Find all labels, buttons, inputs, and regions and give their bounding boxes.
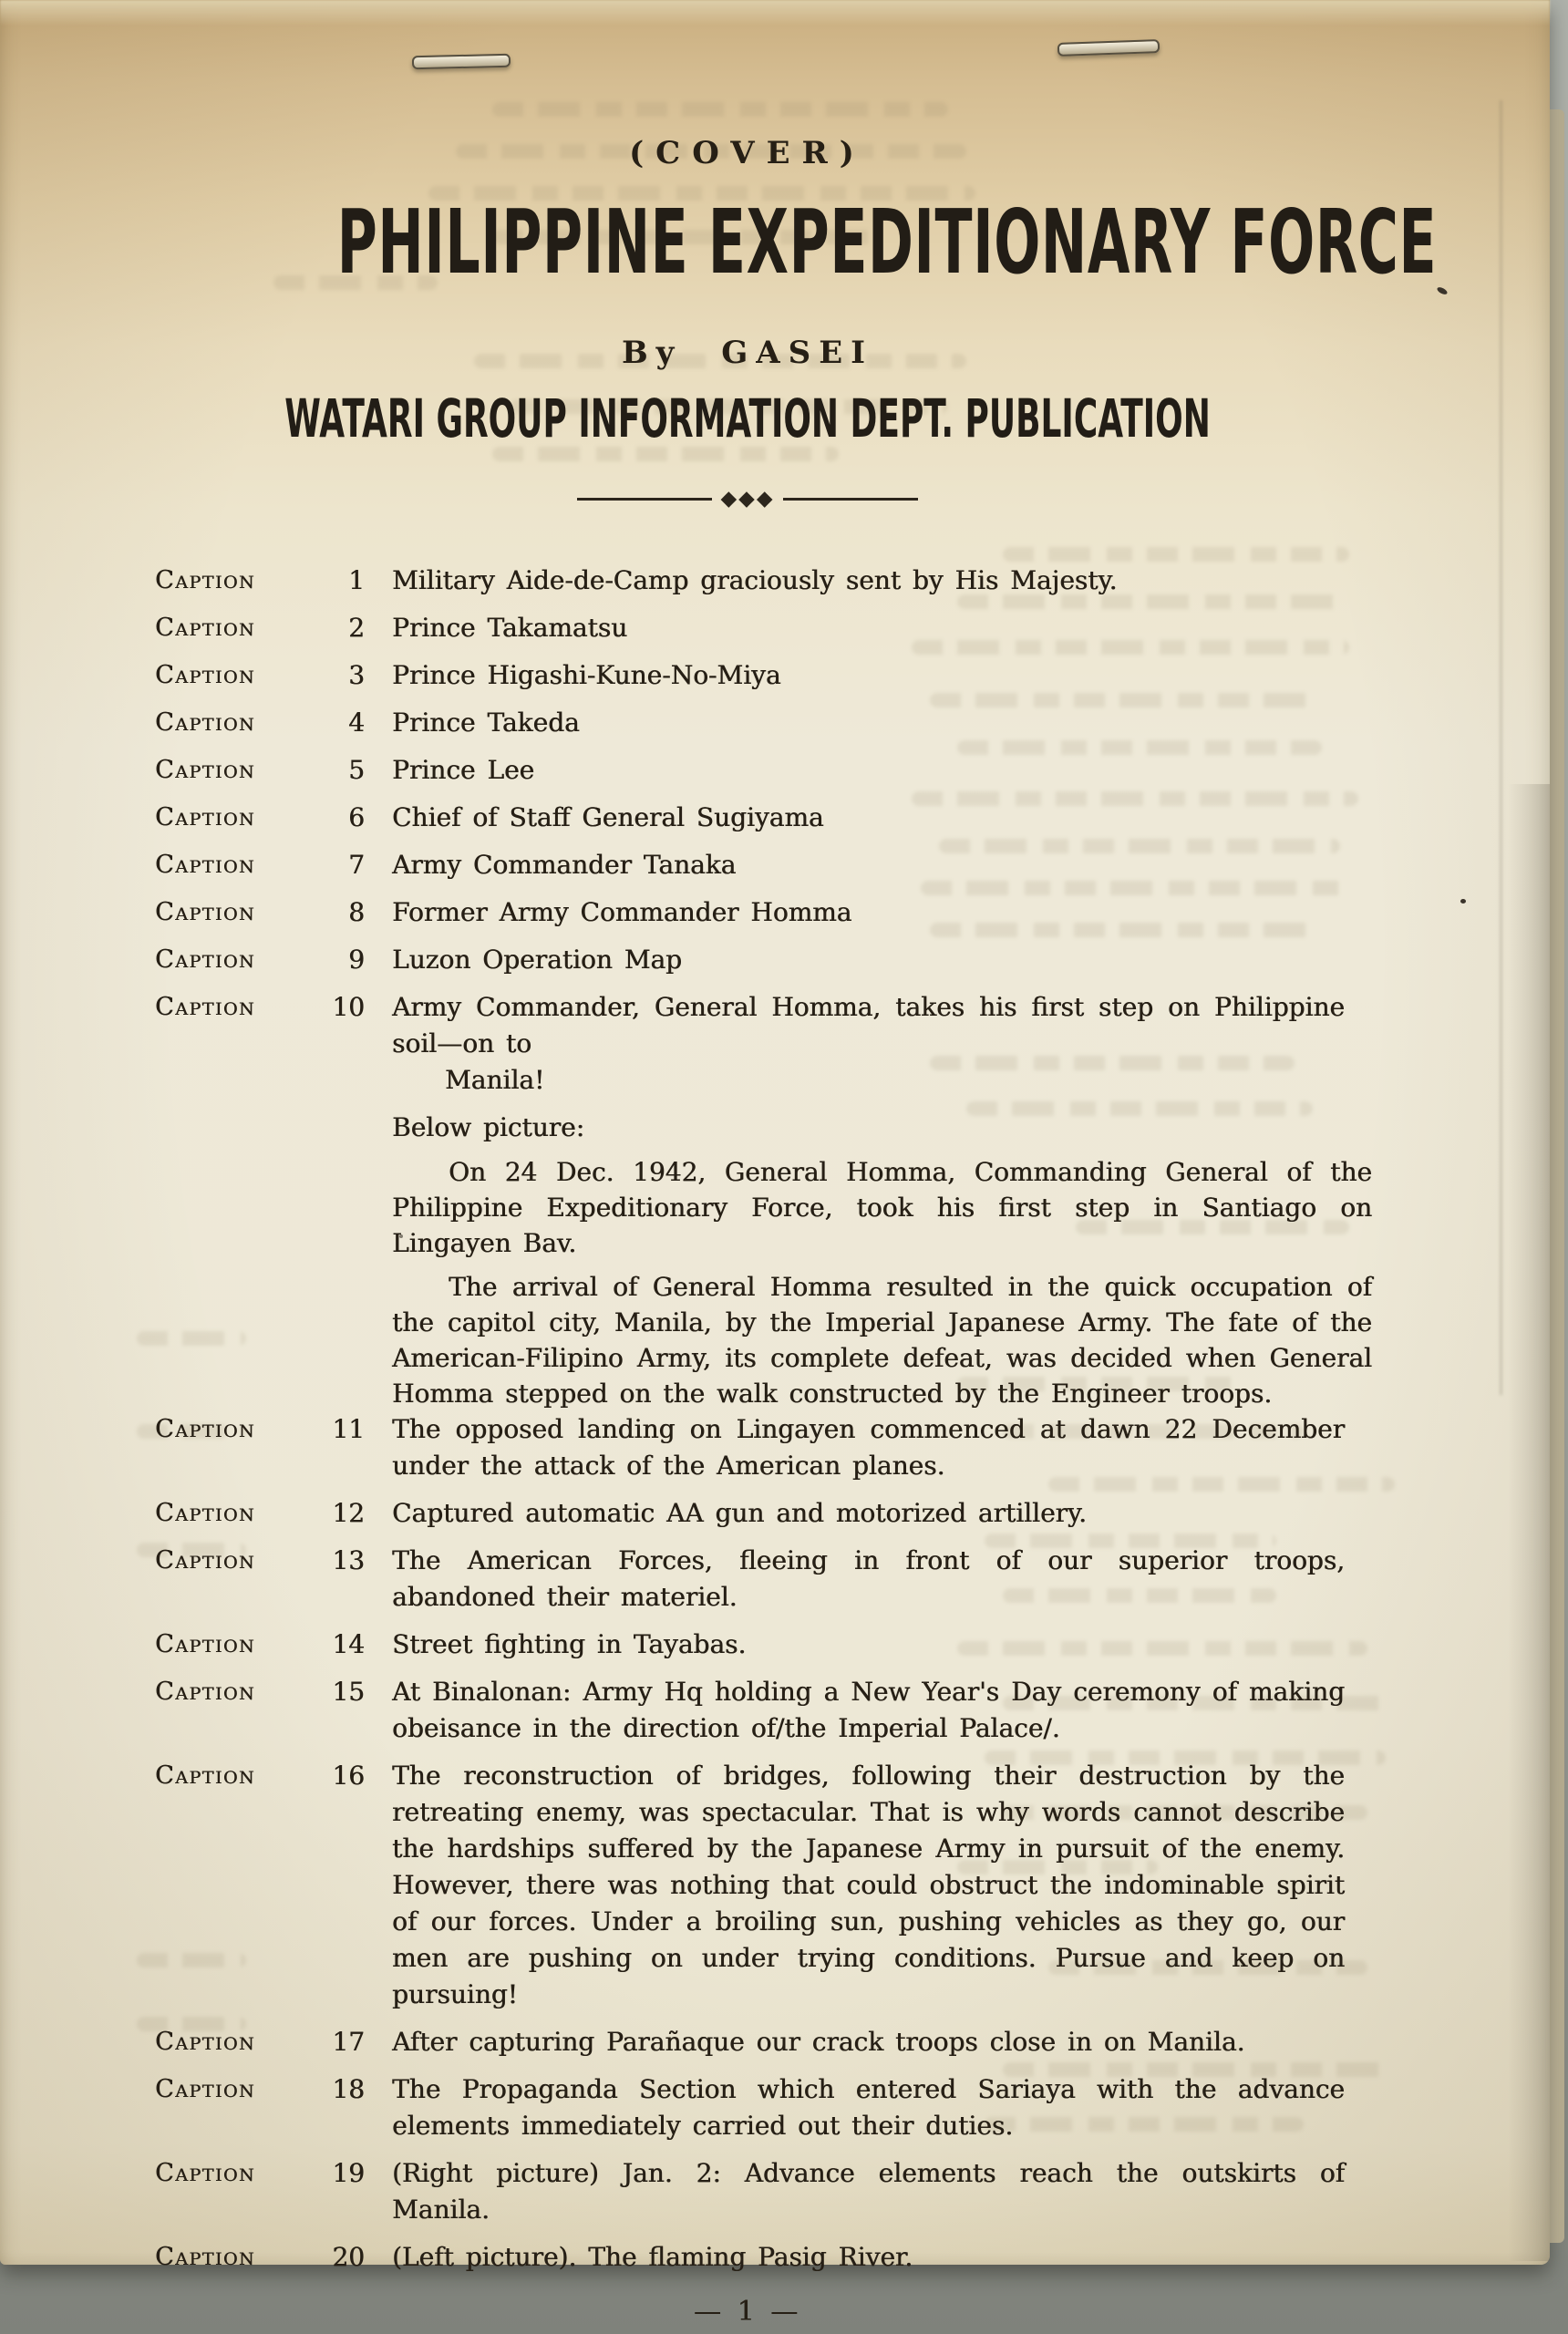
caption-number: 3 — [348, 660, 365, 691]
note-paragraph: The arrival of General Homma resulted in the quick occupation of the capitol city, Manila, by the Imperial Japanese Army. The fate of the American-Filipino Army, its complete defeat, was decided when General Homma stepped on the walk constructed by the Engineer troops. — [392, 1272, 1372, 1410]
caption-number: 12 — [332, 1498, 365, 1529]
caption-number: 16 — [332, 1761, 365, 1792]
caption-label: Caption — [155, 945, 256, 975]
caption-label: Caption — [155, 2028, 256, 2057]
caption-label: Caption — [155, 1678, 256, 1707]
caption-number: 13 — [332, 1545, 365, 1576]
caption-row — [155, 800, 1550, 836]
caption-row — [155, 2071, 1550, 2144]
page-header — [0, 0, 1495, 510]
caption-text: Luzon Operation Map — [392, 945, 682, 976]
caption-row — [155, 894, 1550, 931]
caption-text: Prince Lee — [392, 755, 535, 786]
cover-label: (COVER) — [629, 135, 866, 171]
caption-text: Chief of Staff General Sugiyama — [392, 802, 824, 833]
caption-text: Prince Takeda — [392, 707, 580, 738]
caption-text: (Left picture). The flaming Pasig River. — [392, 2242, 913, 2273]
caption-number: 7 — [348, 850, 365, 881]
note-paragraph: On 24 Dec. 1942, General Homma, Commanding General of the Philippine Expeditionary Force, took his first step in Santiago on Lingayen Bav. — [392, 1157, 1372, 1259]
caption-row — [155, 752, 1550, 789]
caption-text: Former Army Commander Homma — [392, 897, 852, 928]
caption-row — [155, 2239, 1550, 2276]
title-wrap — [0, 191, 1495, 294]
page-number: — 1 — — [693, 2296, 802, 2329]
caption-label: Caption — [155, 2243, 256, 2272]
caption-text: The American Forces, fleeing in front of our superior troops, abandoned their materiel. — [392, 1545, 1345, 1613]
caption-number: 1 — [348, 565, 365, 596]
caption-label: Caption — [155, 756, 256, 785]
caption-label: Caption — [155, 566, 256, 595]
caption-text: At Binalonan: Army Hq holding a New Year's Day ceremony of making obeisance in the direction of/the Imperial Palace/. — [392, 1677, 1345, 1744]
caption-label: Caption — [155, 1630, 256, 1659]
ornament-divider — [0, 489, 1495, 510]
caption-text: Captured automatic AA gun and motorized artillery. — [392, 1498, 1087, 1529]
caption-number: 20 — [332, 2242, 365, 2273]
caption-row — [155, 989, 1550, 1099]
caption-number: 5 — [348, 755, 365, 786]
caption-text: Army Commander, General Homma, takes his first step on Philippine soil—on to Manila! — [392, 992, 1345, 1096]
caption-row — [155, 563, 1550, 599]
caption-label: Caption — [155, 2159, 256, 2188]
caption-row — [155, 1674, 1550, 1747]
caption-number: 10 — [332, 992, 365, 1023]
caption-label: Caption — [155, 2075, 256, 2104]
caption-number: 8 — [348, 897, 365, 928]
caption-label: Caption — [155, 1761, 256, 1791]
caption-label: Caption — [155, 661, 256, 690]
caption-text: After capturing Parañaque our crack troops close in on Manila. — [392, 2027, 1245, 2058]
byline: By GASEI — [621, 335, 874, 372]
caption-number: 15 — [332, 1677, 365, 1708]
caption-text: The reconstruction of bridges, following their destruction by the retreating enemy, was spectacular. That is why words cannot describe the hardships suffered by the Japanese Army in pursuit of the enemy. However, there was nothing that could obstruct the indominable spirit of our forces. Under a broiling sun, pushing vehicles as they go, our men are pushing on under trying conditions. Pursue and keep on pursuing! — [392, 1761, 1345, 2010]
caption-list — [0, 563, 1550, 2276]
caption-number: 14 — [332, 1629, 365, 1660]
subtitle-wrap — [0, 387, 1495, 450]
caption-row — [155, 705, 1550, 741]
caption-number: 11 — [332, 1414, 365, 1445]
divider-rule — [783, 498, 918, 501]
caption-row — [155, 657, 1550, 694]
caption-label: Caption — [155, 851, 256, 880]
divider-rule — [577, 498, 712, 501]
caption-text: Prince Higashi-Kune-No-Miya — [392, 660, 781, 691]
caption-row — [155, 1543, 1550, 1616]
caption-label: Caption — [155, 708, 256, 738]
publication-subtitle: WATARI GROUP INFORMATION DEPT. PUBLICATION — [284, 387, 1211, 450]
caption-number: 9 — [348, 945, 365, 976]
caption-row — [155, 1411, 1550, 1484]
diamonds-ornament-icon: ◆◆◆ — [720, 487, 775, 511]
caption-text: Military Aide-de-Camp graciously sent by His Majesty. — [392, 565, 1118, 596]
caption-label: Caption — [155, 1415, 256, 1444]
caption-label: Caption — [155, 898, 256, 927]
caption-number: 6 — [348, 802, 365, 833]
caption-row — [155, 2024, 1550, 2060]
caption-row — [155, 1758, 1550, 2013]
caption-number: 17 — [332, 2027, 365, 2058]
caption-label: Caption — [155, 1499, 256, 1528]
caption-text: Street fighting in Tayabas. — [392, 1629, 747, 1660]
caption-row — [155, 610, 1550, 646]
caption-number: 18 — [332, 2074, 365, 2105]
caption-label: Caption — [155, 614, 256, 643]
caption-number: 4 — [348, 707, 365, 738]
caption-text: The Propaganda Section which entered Sariaya with the advance elements immediately carried out their duties. — [392, 2074, 1345, 2142]
caption-label: Caption — [155, 1546, 256, 1575]
caption-row — [155, 1495, 1550, 1532]
caption-text: Army Commander Tanaka — [392, 850, 737, 881]
caption-row — [155, 1627, 1550, 1663]
caption-number: 19 — [332, 2158, 365, 2189]
caption-row — [155, 2155, 1550, 2228]
caption-label: Caption — [155, 993, 256, 1022]
caption-number: 2 — [348, 613, 365, 644]
caption-text: (Right picture) Jan. 2: Advance elements reach the outskirts of Manila. — [392, 2158, 1345, 2226]
caption-row — [155, 847, 1550, 883]
below-picture-label: Below picture: — [392, 1112, 585, 1143]
caption-row — [155, 942, 1550, 978]
page-title: PHILIPPINE EXPEDITIONARY FORCE — [336, 191, 1438, 294]
caption-text: Prince Takamatsu — [392, 613, 628, 644]
caption-label: Caption — [155, 803, 256, 832]
caption-text: The opposed landing on Lingayen commenced at dawn 22 December under the attack of the American planes. — [392, 1414, 1345, 1482]
